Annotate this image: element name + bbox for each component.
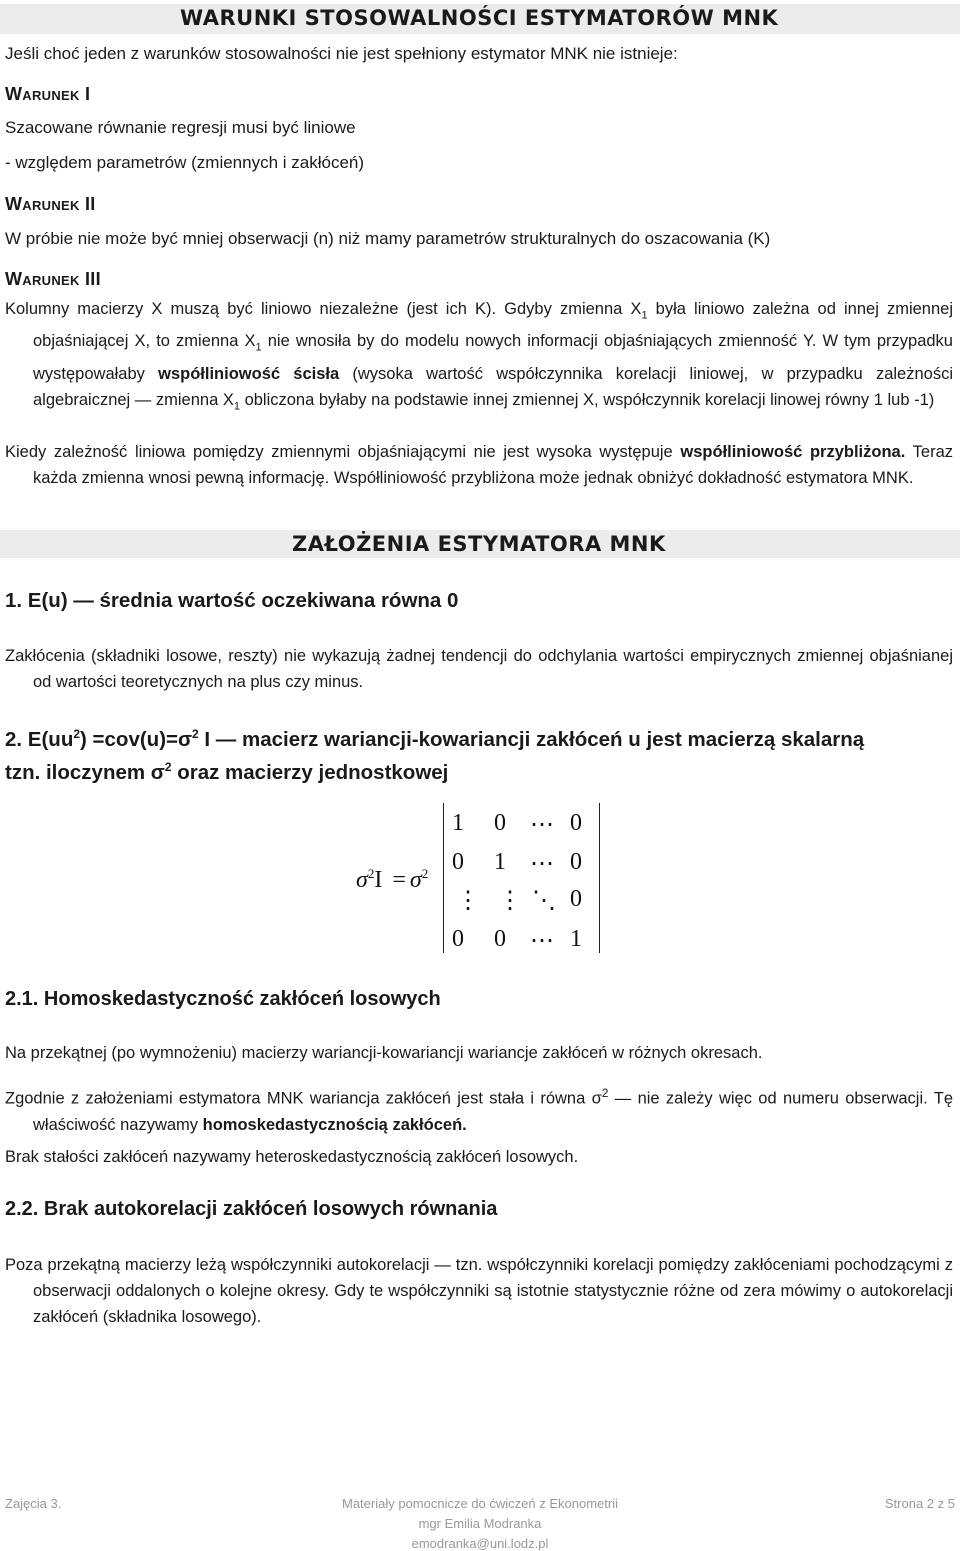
document-page: WARUNKI STOSOWALNOŚCI ESTYMATORÓW MNK Jeśli choć jeden z warunków stosowalności nie jest spełniony estymator MNK nie istnieje: Warunek I Szacowane równanie regresji musi być liniowe - względem parametrów (zmiennych i zakłóceń) Warunek II W próbie nie może być mniej obserwacji (n) niż mamy parametrów strukturalnych do oszacowania (K) Warunek III Kolumny macierzy X muszą być liniowo niezależne (jest ich K). Gdyby zmienna $X_1$ była liniowo zależna od innej zmiennej objaśniającej X, to zmienna $X_1$ nie wnosiła by do modelu nowych informacji objaśniających zmienność Y. W tym przypadku występowałaby współliniowość ścisła (wysoka wartość współczynnika korelacji liniowej, w przypadku zależności algebraicznej — zmienna $X_1$ obliczona byłaby na podstawie innej zmiennej X, współczynnik korelacji linowej równy 1 lub -1) Kiedy zależność liniowa pomiędzy zmiennymi objaśniającymi nie jest wysoka występuje współliniowość przybliżona. Teraz każda zmienna wnosi pewną informację. Współliniowość przybliżona może jednak obniżyć dokładność estymatora MNK. ZAŁOŻENIA ESTYMATORA MNK 1. E(u) — średnia wartość oczekiwana równa 0 Zakłócenia (składniki losowe, reszty) nie wykazują żadnej tendencji do odchylania wartości empirycznych zmiennej objaśnianej od wartości teoretycznych na plus czy minus. 2. $E(uu^2) =cov(u)=\sigma^2$ I — macierz wariancji-kowariancji zakłóceń u jest macierzą skalarną tzn. iloczynem $\sigma^2$ oraz macierzy jednostkowej $\sigma^2I = \sigma^2$ 1 0 ⋯ 0 0 1 ⋯ 0 ⋮ ⋮ ⋱ 0 0 0 ⋯ 1 2.1. Homoskedastyczność zakłóceń losowych Na przekątnej (po wymnożeniu) macierzy wariancji-kowariancji wariancje zakłóceń w różnych okresach. Zgodnie z założeniami estymatora MNK wariancja zakłóceń jest stała i równa $\sigma^2$ — nie zależy więc od numeru obserwacji. Tę właściwość nazywamy homoskedastycznością zakłóceń. Brak stałości zakłóceń nazywamy heteroskedastycznością zakłóceń losowych. 2.2. Brak autokorelacji zakłóceń losowych równania Poza przekątną macierzy leżą współczynniki autokorelacji — tzn. współczynniki korelacji pomiędzy zakłóceniami pochodzącymi z obserwacji oddalonych o kolejne okresy. Gdy te współczynniki są istotnie statystycznie różne od zera mówimy o autokorelacji zakłóceń (składnika losowego). Zajęcia 3. Materiały pomocnicze do ćwiczeń z Ekonometrii mgr Emilia Modranka emodranka@uni.lodz.pl Strona 2 z 5 bbox=[0, 0, 960, 1549]
matrix-left-bar bbox=[443, 803, 444, 953]
section-1-text: Zakłócenia (składniki losowe, reszty) nie wykazują żadnej tendencji do odchylania wartości empirycznych zmiennej objaśnianej od wartości teoretycznych na plus czy minus. bbox=[5, 647, 953, 691]
condition-1-line-2: - względem parametrów (zmiennych i zakłóceń) bbox=[5, 153, 365, 172]
assumptions-title: ZAŁOŻENIA ESTYMATORA MNK bbox=[292, 532, 666, 556]
footer-author: mgr Emilia Modranka bbox=[418, 1516, 542, 1531]
approximate-collinearity-paragraph: Kiedy zależność liniowa pomiędzy zmiennymi objaśniającymi nie jest wysoka występuje współliniowość przybliżona. Teraz każda zmienna wnosi pewną informację. Współliniowość przybliżona może jednak obniżyć dokładność estymatora MNK. bbox=[5, 443, 954, 487]
section-2-heading-line-2: tzn. iloczynem $\sigma^2$ oraz macierzy jednostkowej bbox=[5, 760, 449, 784]
page-title: WARUNKI STOSOWALNOŚCI ESTYMATORÓW MNK bbox=[180, 6, 779, 30]
section-2-1-text-3: Brak stałości zakłóceń nazywamy heteroskedastycznością zakłóceń losowych. bbox=[5, 1148, 579, 1166]
intro-text: Jeśli choć jeden z warunków stosowalności nie jest spełniony estymator MNK nie istnieje: bbox=[5, 44, 678, 63]
footer-email: emodranka@uni.lodz.pl bbox=[411, 1536, 549, 1551]
condition-3-label: Warunek III bbox=[5, 269, 101, 289]
section-2-1-text-1: Na przekątnej (po wymnożeniu) macierzy wariancji-kowariancji wariancje zakłóceń w różnych okresach. bbox=[5, 1044, 763, 1062]
section-2-2-text: Poza przekątną macierzy leżą współczynniki autokorelacji — tzn. współczynniki korelacji pomiędzy zakłóceniami pochodzącymi z obserwacji oddalonych o kolejne okresy. Gdy te współczynniki są istotnie statystycznie różne od zera mówimy o autokorelacji zakłóceń (składnika losowego). bbox=[5, 1256, 953, 1326]
condition-2-line-1: W próbie nie może być mniej obserwacji (n) niż mamy parametrów strukturalnych do oszacowania (K) bbox=[5, 229, 771, 248]
condition-1-line-1: Szacowane równanie regresji musi być liniowe bbox=[5, 118, 356, 137]
condition-3-paragraph: Kolumny macierzy X muszą być liniowo niezależne (jest ich K). Gdyby zmienna $X_1$ była liniowo zależna od innej zmiennej objaśniającej X, to zmienna $X_1$ nie wnosiła by do modelu nowych informacji objaśniających zmienność Y. W tym przypadku występowałaby współliniowość ścisła (wysoka wartość współczynnika korelacji liniowej, w przypadku zależności algebraicznej — zmienna $X_1$ obliczona byłaby na podstawie innej zmiennej X, współczynnik korelacji linowej równy 1 lub -1) bbox=[5, 300, 953, 412]
footer-class-number: Zajęcia 3. bbox=[5, 1496, 62, 1511]
matrix-lhs: $\sigma^2I = \sigma^2$ bbox=[356, 866, 429, 893]
section-2-2-heading: 2.2. Brak autokorelacji zakłóceń losowych równania bbox=[5, 1198, 498, 1220]
section-2-1-heading: 2.1. Homoskedastyczność zakłóceń losowych bbox=[5, 988, 441, 1010]
strict-collinearity-term: współliniowość ścisła bbox=[158, 364, 340, 383]
footer-course-title: Materiały pomocnicze do ćwiczeń z Ekonometrii bbox=[342, 1496, 618, 1511]
homoskedasticity-term: homoskedastycznością zakłóceń. bbox=[202, 1115, 467, 1134]
matrix-right-bar bbox=[599, 803, 600, 953]
condition-2-label: Warunek II bbox=[5, 194, 96, 214]
section-1-heading: 1. E(u) — średnia wartość oczekiwana równa 0 bbox=[5, 589, 459, 612]
footer-page-number: Strona 2 z 5 bbox=[884, 1496, 955, 1511]
section-2-heading: 2. $E(uu^2) =cov(u)=\sigma^2$ I — macierz wariancji-kowariancji zakłóceń u jest macierzą skalarną bbox=[5, 727, 865, 751]
approximate-collinearity-term: współliniowość przybliżona. bbox=[680, 443, 906, 461]
section-2-1-text-2: Zgodnie z założeniami estymatora MNK wariancja zakłóceń jest stała i równa $\sigma^2$ — nie zależy więc od numeru obserwacji. Tę właściwość nazywamy homoskedastycznością zakłóceń. bbox=[5, 1086, 953, 1134]
condition-1-label: Warunek I bbox=[5, 84, 91, 104]
